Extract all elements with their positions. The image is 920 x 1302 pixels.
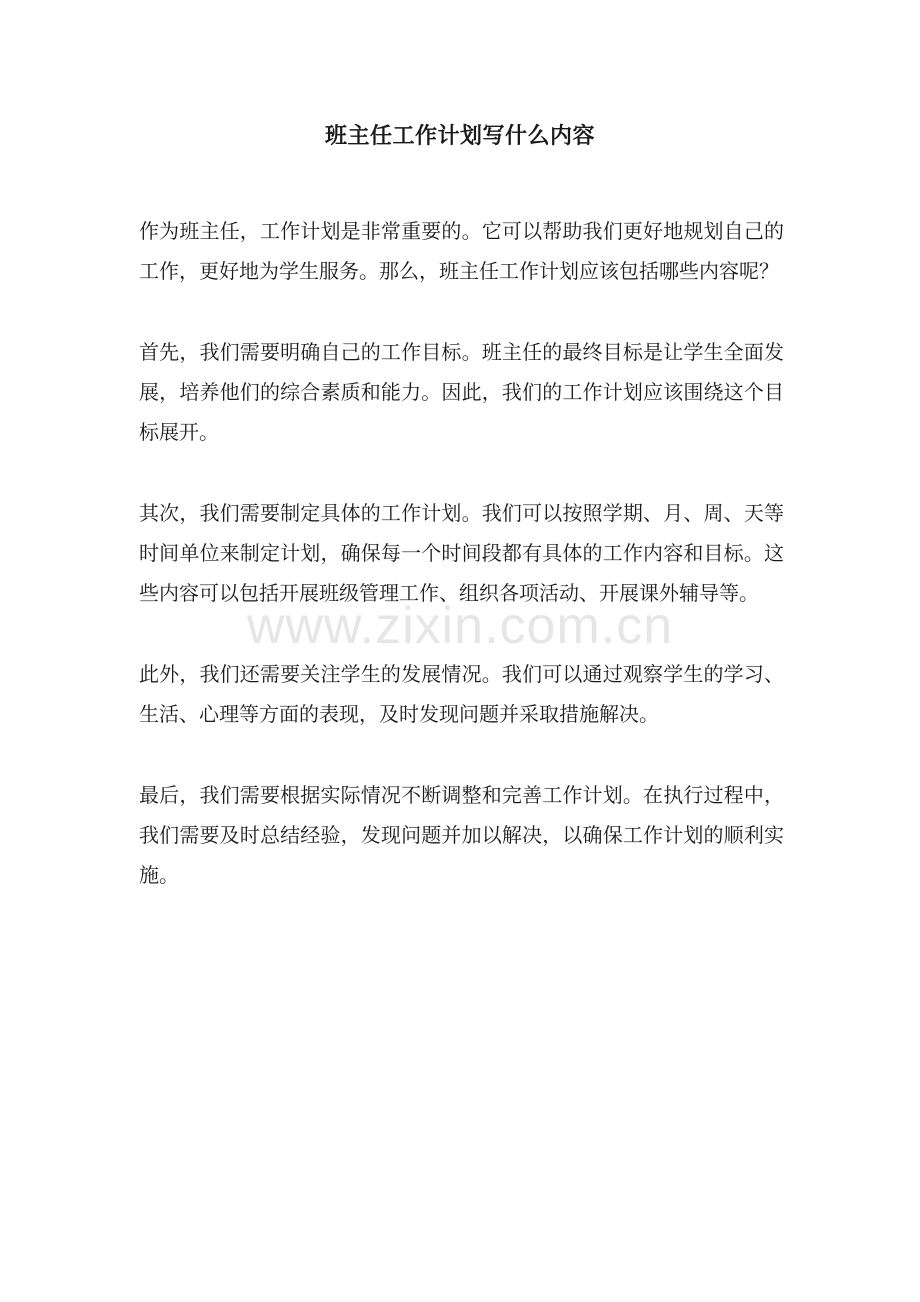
paragraph-intro: 作为班主任，工作计划是非常重要的。它可以帮助我们更好地规划自己的工作，更好地为学生服务。那么，班主任工作计划应该包括哪些内容呢？ xyxy=(139,219,784,283)
document-body xyxy=(139,211,784,936)
document-title: 班主任工作计划写什么内容 xyxy=(324,123,595,149)
paragraph-first: 首先，我们需要明确自己的工作目标。班主任的最终目标是让学生全面发展，培养他们的综合素质和能力。因此，我们的工作计划应该围绕这个目标展开。 xyxy=(139,340,784,444)
watermark: www.zixin.com.cn xyxy=(246,597,674,655)
paragraph-second: 其次，我们需要制定具体的工作计划。我们可以按照学期、月、周、天等时间单位来制定计划，确保每一个时间段都有具体的工作内容和目标。这些内容可以包括开展班级管理工作、组织各项活动、开展课外辅导等。 xyxy=(139,501,784,605)
paragraph-additionally: 此外，我们还需要关注学生的发展情况。我们可以通过观察学生的学习、生活、心理等方面的表现，及时发现问题并采取措施解决。 xyxy=(139,662,784,726)
paragraph-finally: 最后，我们需要根据实际情况不断调整和完善工作计划。在执行过程中，我们需要及时总结经验，发现问题并加以解决，以确保工作计划的顺利实施。 xyxy=(139,783,784,887)
